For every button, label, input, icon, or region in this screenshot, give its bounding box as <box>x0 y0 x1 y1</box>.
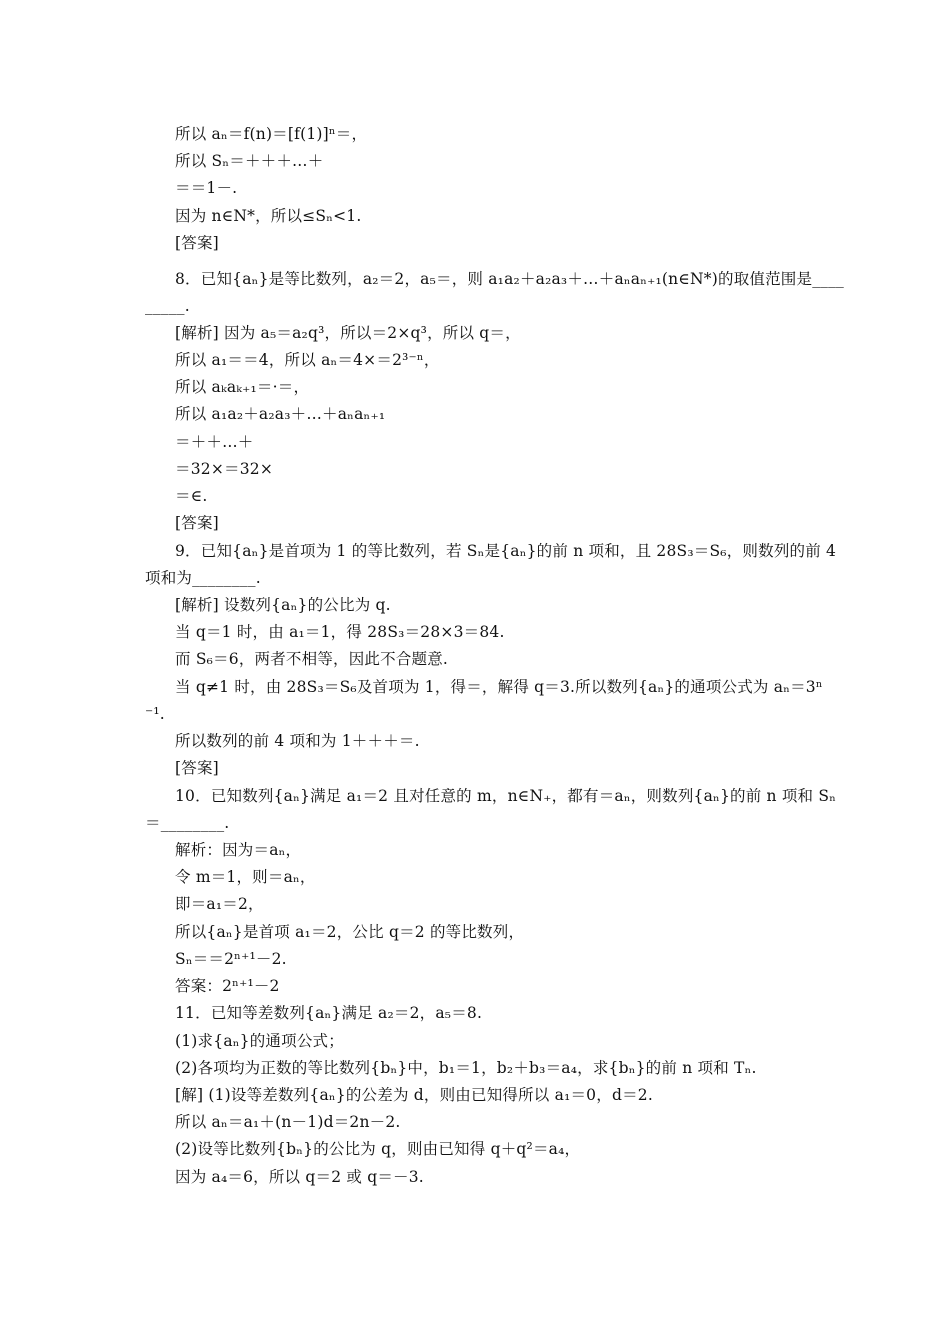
question-9-continued: 项和为________. <box>145 569 261 587</box>
text-line: 因为 n∈N*，所以≤Sₙ<1. <box>175 207 362 225</box>
text-line: ＝32×＝32× <box>175 460 274 478</box>
text-line: 因为 a₄＝6，所以 q＝2 或 q＝－3. <box>175 1168 424 1186</box>
text-line: ＝＝1－. <box>175 179 238 197</box>
text-line: 所以 aₙ＝a₁＋(n－1)d＝2n－2. <box>175 1113 401 1131</box>
answer-label: [答案] <box>175 514 219 532</box>
text-line: 当 q＝1 时，由 a₁＝1，得 28S₃＝28×3＝84. <box>175 623 505 641</box>
text-line: ＝＋＋…＋ <box>175 433 254 451</box>
text-line: 所以数列的前 4 项和为 1＋＋＋＝. <box>175 732 420 750</box>
answer-label: [答案] <box>175 759 219 777</box>
text-line: 所以 a₁＝＝4，所以 aₙ＝4×＝2³⁻ⁿ， <box>175 351 440 369</box>
text-line: 当 q≠1 时，由 28S₃＝S₆及首项为 1，得＝，解得 q＝3.所以数列{aₙ}的通项公式为 aₙ＝3ⁿ <box>175 678 823 696</box>
text-line: 而 S₆＝6，两者不相等，因此不合题意. <box>175 650 449 668</box>
text-line: 所以 Sₙ＝＋＋＋…＋ <box>175 152 324 170</box>
text-line: 解析：因为＝aₙ， <box>175 841 302 859</box>
text-line: 所以{aₙ}是首项 a₁＝2，公比 q＝2 的等比数列， <box>175 923 525 941</box>
answer-label: [答案] <box>175 234 219 252</box>
question-10: 10．已知数列{aₙ}满足 a₁＝2 且对任意的 m，n∈N₊，都有＝aₙ，则数列{aₙ}的前 n 项和 Sₙ <box>175 787 837 805</box>
text-line: [解析] 因为 a₅＝a₂q³，所以＝2×q³，所以 q＝， <box>175 324 521 342</box>
question-11: 11．已知等差数列{aₙ}满足 a₂＝2，a₅＝8. <box>175 1004 483 1022</box>
text-line: 所以 aₙ＝f(n)＝[f(1)]ⁿ＝， <box>175 125 368 143</box>
text-line: [解] (1)设等差数列{aₙ}的公差为 d，则由已知得所以 a₁＝0，d＝2. <box>175 1086 653 1104</box>
question-8: 8．已知{aₙ}是等比数列，a₂＝2，a₅＝，则 a₁a₂＋a₂a₃＋…＋aₙaₙ₊₁(n∈N*)的取值范围是____ <box>175 270 845 288</box>
text-line: ＝∈. <box>175 487 208 505</box>
text-line: 所以 aₖaₖ₊₁＝·＝， <box>175 378 310 396</box>
text-line: (2)设等比数列{bₙ}的公比为 q，则由已知得 q＋q²＝a₄， <box>175 1140 581 1158</box>
question-8-continued: _____. <box>145 297 190 315</box>
question-10-continued: ＝________. <box>145 814 230 832</box>
text-line: 即＝a₁＝2， <box>175 895 264 913</box>
text-line: (1)求{aₙ}的通项公式； <box>175 1032 344 1050</box>
text-line: (2)各项均为正数的等比数列{bₙ}中，b₁＝1，b₂＋b₃＝a₄，求{bₙ}的前 n 项和 Tₙ. <box>175 1059 757 1077</box>
text-line-continued: ⁻¹. <box>145 705 165 723</box>
answer-line: 答案：2ⁿ⁺¹－2 <box>175 977 280 995</box>
text-line: 所以 a₁a₂＋a₂a₃＋…＋aₙaₙ₊₁ <box>175 405 386 423</box>
question-9: 9．已知{aₙ}是首项为 1 的等比数列，若 Sₙ是{aₙ}的前 n 项和，且 28S₃＝S₆，则数列的前 4 <box>175 542 837 560</box>
text-line: Sₙ＝＝2ⁿ⁺¹－2. <box>175 950 287 968</box>
text-line: 令 m＝1，则＝aₙ， <box>175 868 316 886</box>
text-line: [解析] 设数列{aₙ}的公比为 q. <box>175 596 391 614</box>
